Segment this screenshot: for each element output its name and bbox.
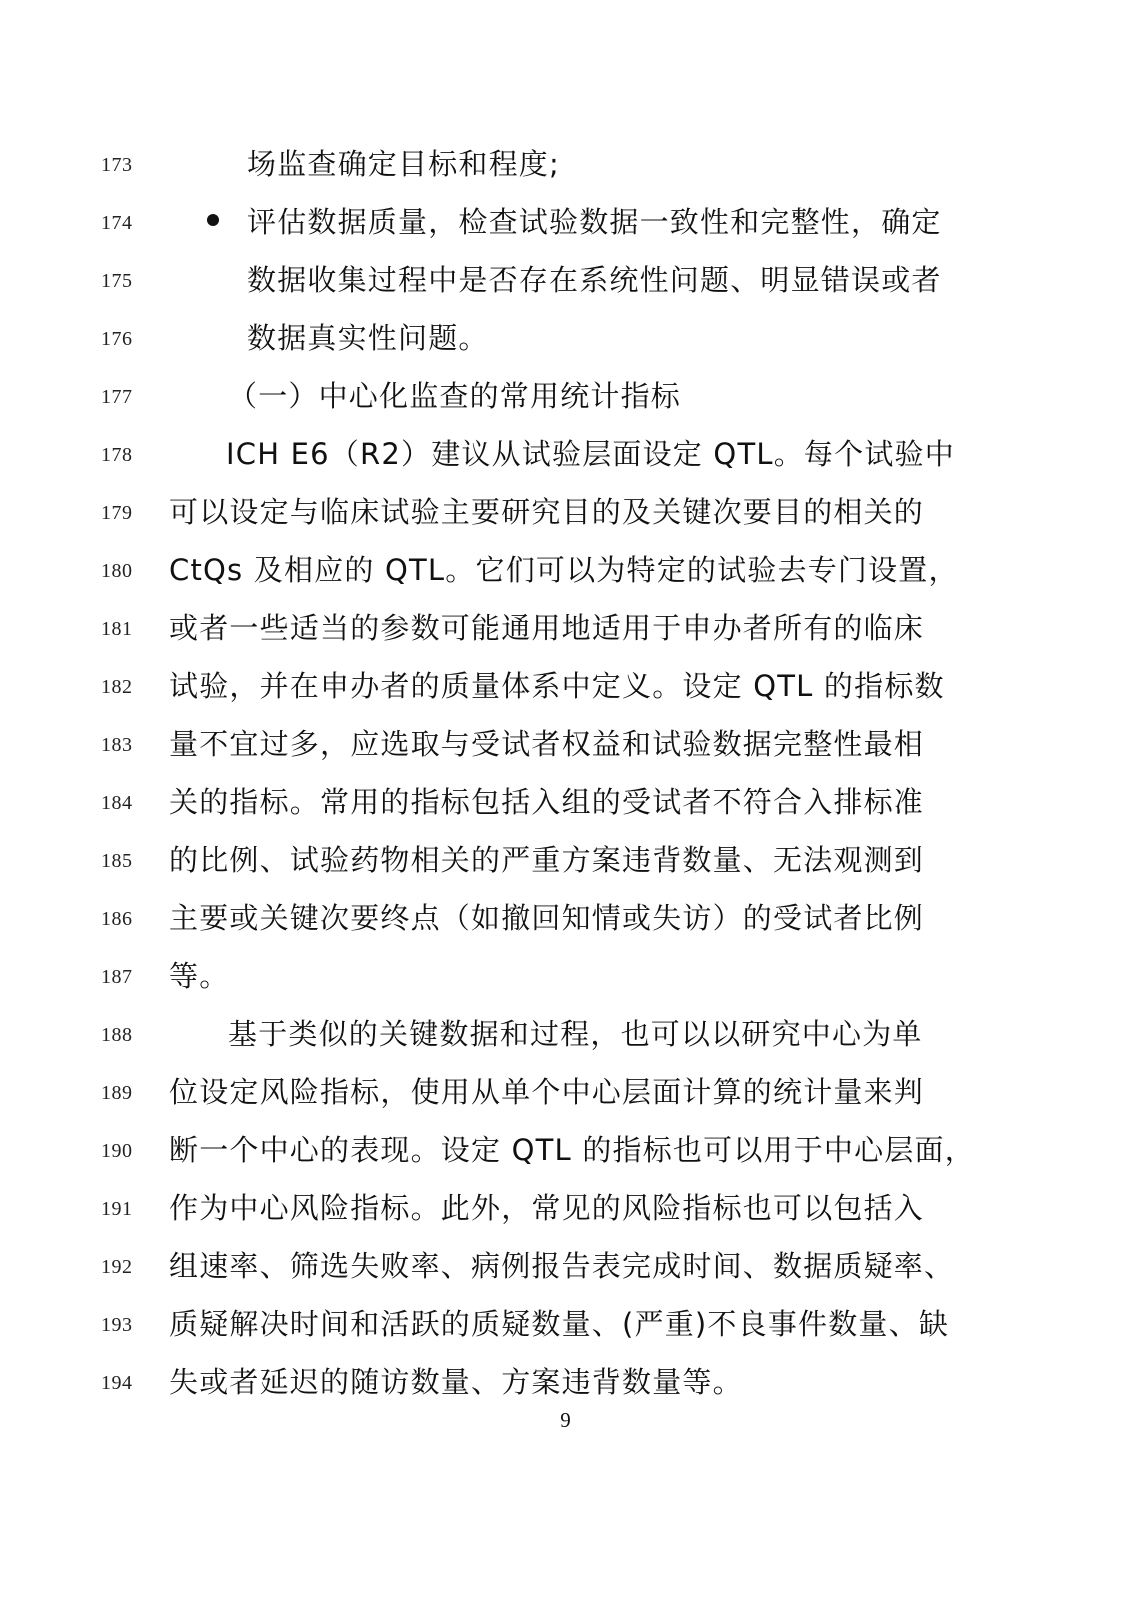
- line-number: 175: [101, 270, 133, 292]
- line-number: 186: [101, 908, 133, 930]
- line-number: 181: [101, 618, 133, 640]
- line-number: 187: [101, 966, 133, 988]
- line-text: 质疑解决时间和活跃的质疑数量、(严重)不良事件数量、缺: [169, 1307, 950, 1341]
- line-text: 量不宜过多，应选取与受试者权益和试验数据完整性最相: [169, 727, 925, 761]
- text-line: [0, 196, 1131, 254]
- text-line: [0, 892, 1131, 950]
- line-text: 数据真实性问题。: [247, 321, 489, 355]
- text-line: [0, 1182, 1131, 1240]
- line-text: 的比例、试验药物相关的严重方案违背数量、无法观测到: [169, 843, 925, 877]
- text-line: [0, 776, 1131, 834]
- line-number: 174: [101, 212, 133, 234]
- text-line: [0, 718, 1131, 776]
- line-number: 194: [101, 1372, 133, 1394]
- text-line: [0, 254, 1131, 312]
- section-heading: （一）中心化监查的常用统计指标: [228, 379, 682, 413]
- page-number: 9: [560, 1408, 571, 1432]
- line-number: 182: [101, 676, 133, 698]
- text-line: [0, 1356, 1131, 1414]
- line-number: 178: [101, 444, 133, 466]
- line-text: 场监查确定目标和程度;: [247, 147, 560, 181]
- line-number: 189: [101, 1082, 133, 1104]
- line-number: 185: [101, 850, 133, 872]
- text-line: [0, 602, 1131, 660]
- text-line: [0, 1066, 1131, 1124]
- line-number: 173: [101, 154, 133, 176]
- text-line: [0, 1298, 1131, 1356]
- text-line: [0, 834, 1131, 892]
- line-number: 184: [101, 792, 133, 814]
- text-line: [0, 544, 1131, 602]
- text-line: [0, 1008, 1131, 1066]
- text-line: [0, 486, 1131, 544]
- line-number: 190: [101, 1140, 133, 1162]
- line-text: 位设定风险指标，使用从单个中心层面计算的统计量来判: [169, 1075, 925, 1109]
- line-text: 基于类似的关键数据和过程，也可以以研究中心为单: [228, 1017, 923, 1051]
- line-text: 组速率、筛选失败率、病例报告表完成时间、数据质疑率、: [169, 1249, 955, 1283]
- text-line: [0, 660, 1131, 718]
- bullet-icon: [207, 214, 219, 226]
- line-number: 191: [101, 1198, 133, 1220]
- line-number: 180: [101, 560, 133, 582]
- line-text: 主要或关键次要终点（如撤回知情或失访）的受试者比例: [169, 901, 925, 935]
- line-number: 179: [101, 502, 133, 524]
- line-number: 177: [101, 386, 133, 408]
- text-line: [0, 950, 1131, 1008]
- section-heading-line: [0, 370, 1131, 428]
- text-line: [0, 1240, 1131, 1298]
- line-text: 等。: [169, 959, 230, 993]
- line-number: 192: [101, 1256, 133, 1278]
- line-text: 或者一些适当的参数可能通用地适用于申办者所有的临床: [169, 611, 925, 645]
- line-number: 183: [101, 734, 133, 756]
- line-text: 失或者延迟的随访数量、方案违背数量等。: [169, 1365, 743, 1399]
- line-text: 作为中心风险指标。此外，常见的风险指标也可以包括入: [169, 1191, 925, 1225]
- line-text: CtQs 及相应的 QTL。它们可以为特定的试验去专门设置，: [169, 553, 959, 587]
- line-number: 188: [101, 1024, 133, 1046]
- line-text: 数据收集过程中是否存在系统性问题、明显错误或者: [247, 263, 942, 297]
- text-line: [0, 1124, 1131, 1182]
- line-number: 193: [101, 1314, 133, 1336]
- text-line: [0, 138, 1131, 196]
- text-line: [0, 428, 1131, 486]
- text-line: [0, 312, 1131, 370]
- line-text: 评估数据质量，检查试验数据一致性和完整性，确定: [247, 205, 942, 239]
- line-text: 关的指标。常用的指标包括入组的受试者不符合入排标准: [169, 785, 925, 819]
- line-number: 176: [101, 328, 133, 350]
- line-text: ICH E6（R2）建议从试验层面设定 QTL。每个试验中: [226, 437, 955, 471]
- line-text: 试验，并在申办者的质量体系中定义。设定 QTL 的指标数: [169, 669, 945, 703]
- line-text: 断一个中心的表现。设定 QTL 的指标也可以用于中心层面，: [169, 1133, 975, 1167]
- line-text: 可以设定与临床试验主要研究目的及关键次要目的相关的: [169, 495, 925, 529]
